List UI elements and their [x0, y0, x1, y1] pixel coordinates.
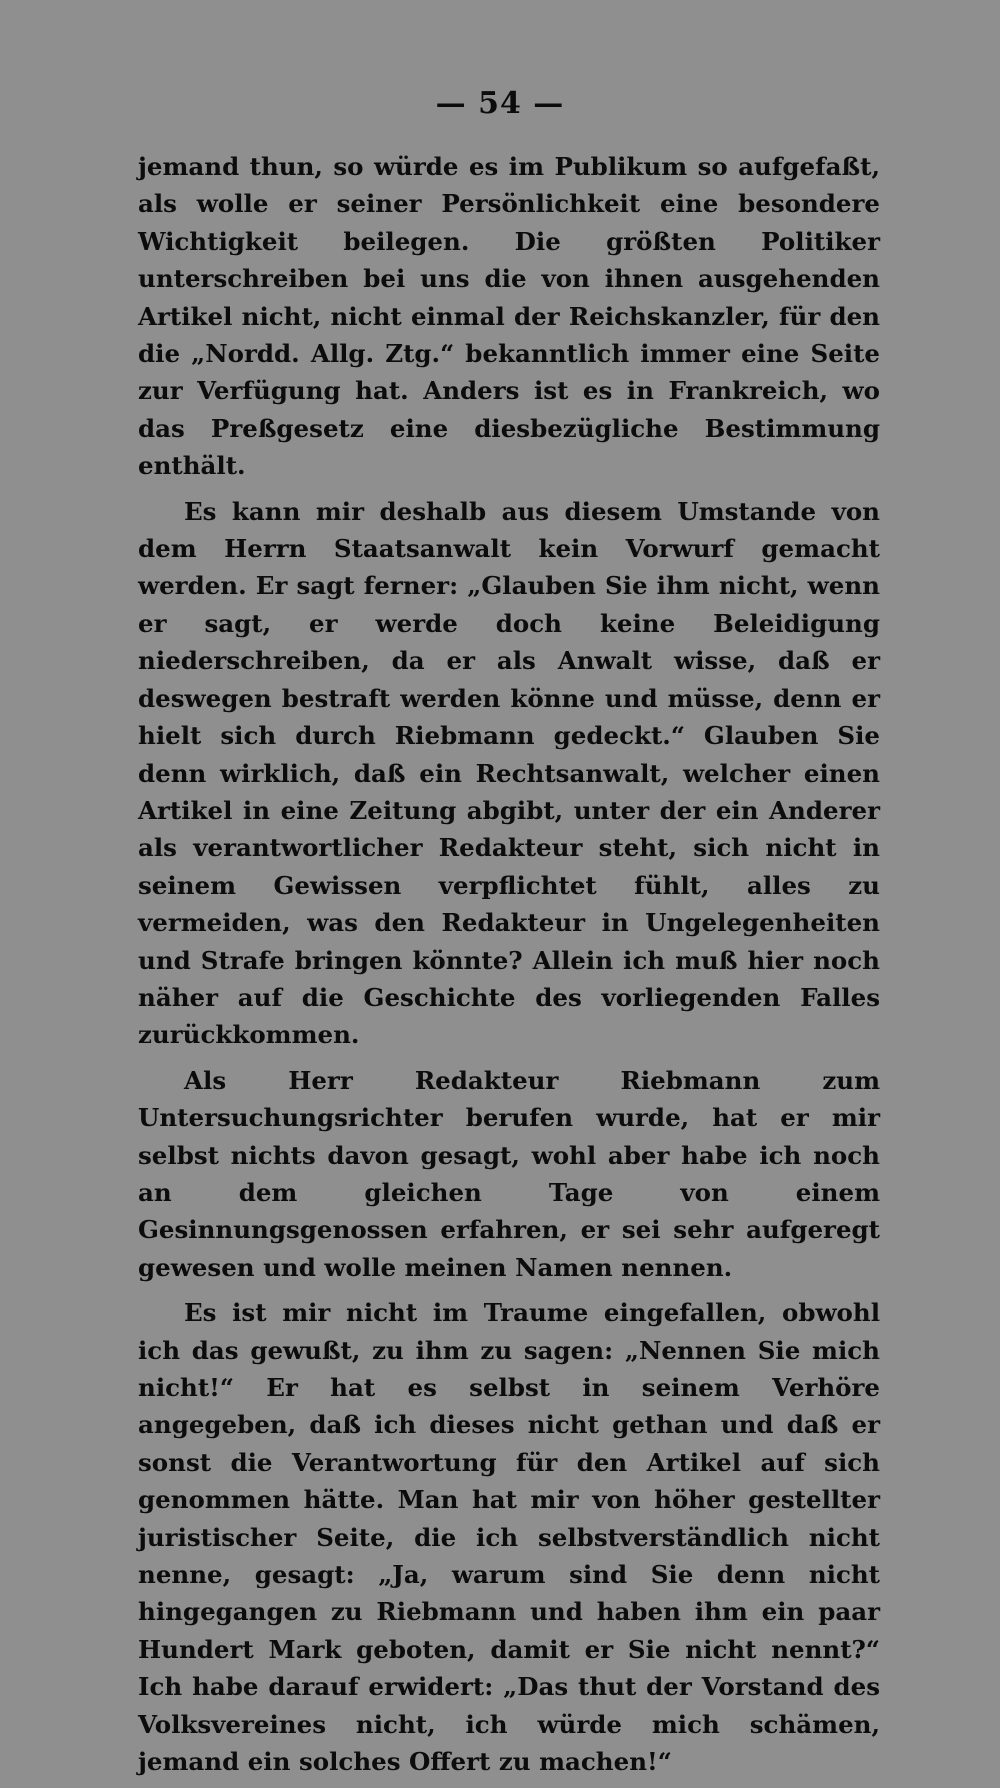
paragraph-3: Als Herr Redakteur Riebmann zum Untersuchungsrichter berufen wurde, hat er mir selbst nichts davon gesagt, wohl aber habe ich noch an dem gleichen Tage von einem Gesinnungsgenossen erfahren, er sei sehr aufgeregt gewesen und wolle meinen Namen nennen.	[138, 1065, 880, 1282]
page-number: — 54 —	[435, 86, 565, 121]
paragraph-4: Es ist mir nicht im Traume eingefallen, obwohl ich das gewußt, zu ihm zu sagen: „Nennen Sie mich nicht!“ Er hat es selbst in seinem Verhöre angegeben, daß ich dieses nicht gethan und daß er sonst die Verantwortung für den Artikel auf sich genommen hätte. Man hat mir von höher gestellter juristischer Seite, die ich selbstverständlich nicht nenne, gesagt: „Ja, warum sind Sie denn nicht hingegangen zu Riebmann und haben ihm ein paar Hundert Mark geboten, damit er Sie nicht nennt?“ Ich habe darauf erwidert: „Das thut der Vorstand des Volksvereines nicht, ich würde mich schämen, jemand ein solches Offert zu machen!“	[138, 1298, 880, 1777]
paragraph-1: jemand thun, so würde es im Publikum so aufgefaßt, als wolle er seiner Persönlichkeit eine besondere Wichtigkeit beilegen. Die größten Politiker unterschreiben bei uns die von ihnen ausgehenden Artikel nicht, nicht einmal der Reichskanzler, für den die „Nordd. Allg. Ztg.“ bekanntlich immer eine Seite zur Verfügung hat. Anders ist es in Frankreich, wo das Preßgesetz eine diesbezügliche Bestimmung enthält.	[138, 152, 880, 481]
paragraph-2: Es kann mir deshalb aus diesem Umstande von dem Herrn Staatsanwalt kein Vorwurf gemacht werden. Er sagt ferner: „Glauben Sie ihm nicht, wenn er sagt, er werde doch keine Beleidigung niederschreiben, da er als Anwalt wisse, daß er deswegen bestraft werden könne und müsse, denn er hielt sich durch Riebmann gedeckt.“ Glauben Sie denn wirklich, daß ein Rechtsanwalt, welcher einen Artikel in eine Zeitung abgibt, unter der ein Anderer als verantwortlicher Redakteur steht, sich nicht in seinem Gewissen verpflichtet fühlt, alles zu vermeiden, was den Redakteur in Ungelegenheiten und Strafe bringen könnte? Allein ich muß hier noch näher auf die Geschichte des vorliegenden Falles zurückkommen.	[138, 496, 880, 1050]
body-text	[138, 148, 880, 1788]
